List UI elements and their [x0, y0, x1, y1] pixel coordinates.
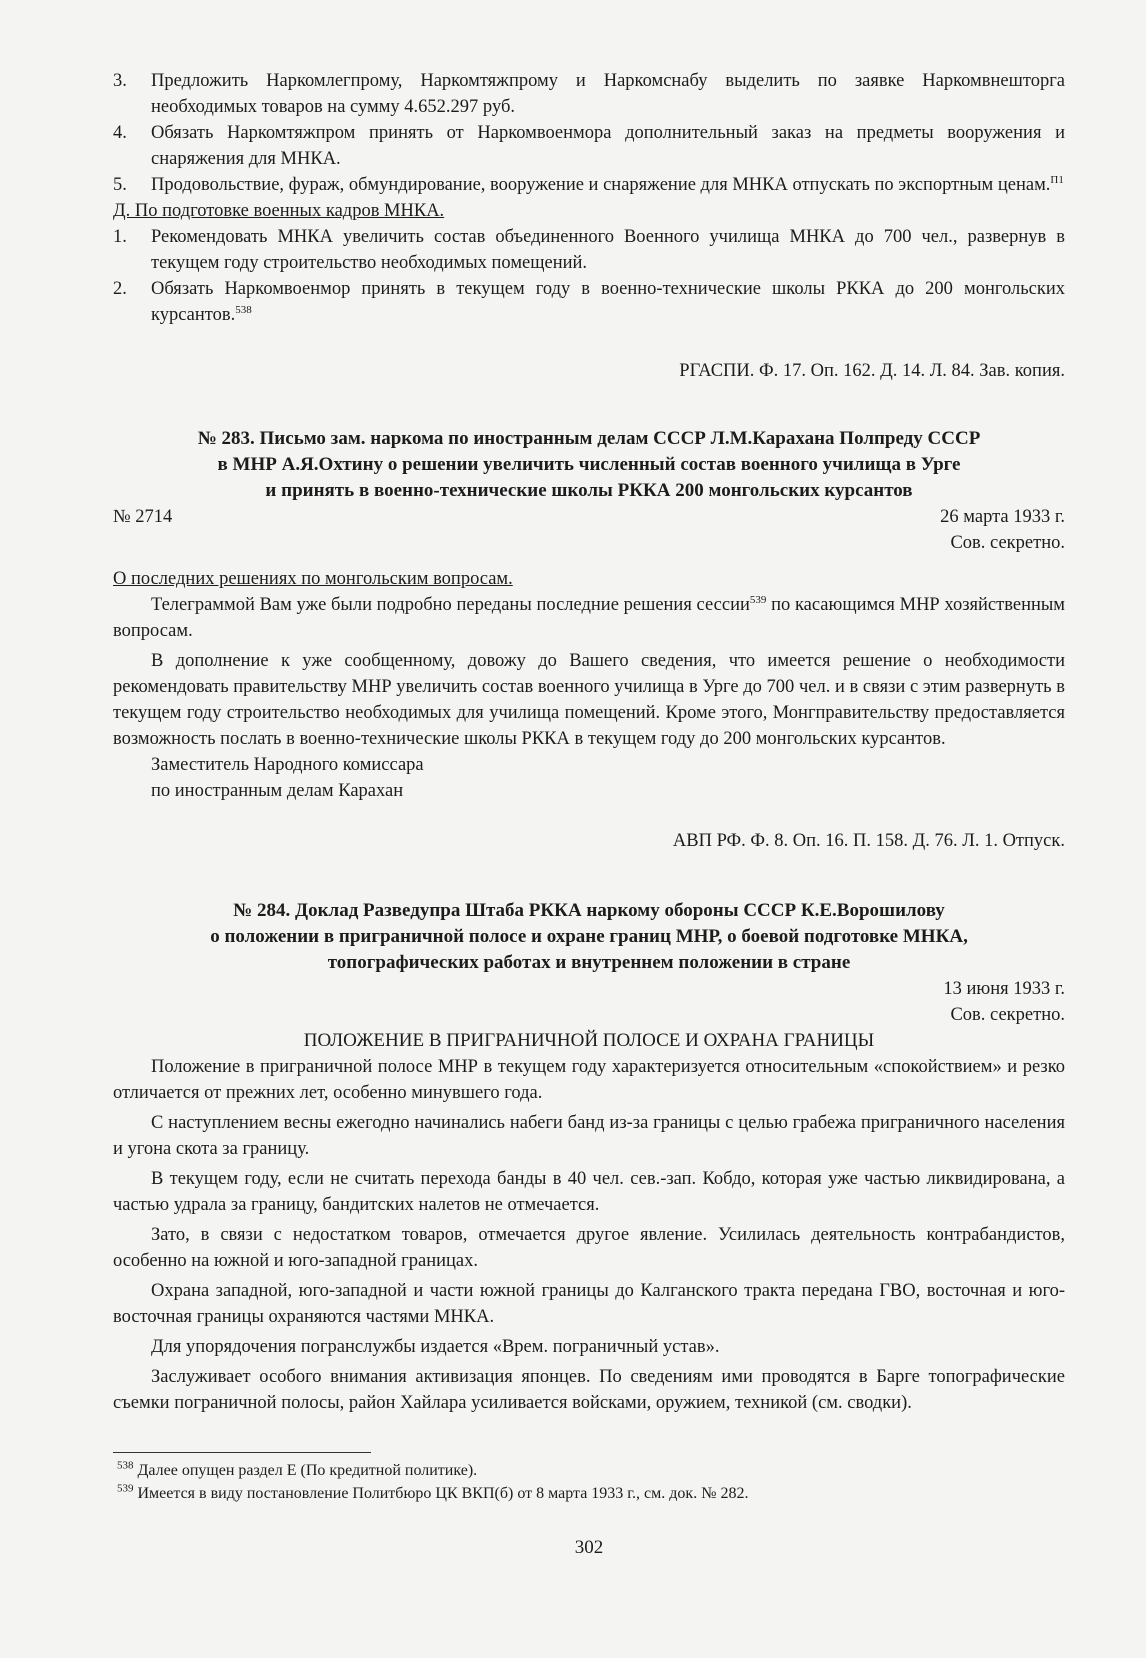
document-page	[113, 68, 1065, 1561]
signature-line: по иностранным делам Карахан	[151, 781, 404, 801]
item-text-wrap	[151, 276, 1065, 328]
signature-line: Заместитель Народного комиссара	[151, 755, 424, 775]
item-text-wrap	[151, 172, 1065, 198]
footnote: $^{538}$ Далее опущен раздел Е (По кредитной политике).	[117, 1459, 478, 1479]
classification: Сов. секретно.	[950, 1005, 1065, 1025]
item-number: 1.	[113, 227, 127, 247]
footnote-ref: П1	[1050, 173, 1064, 186]
section-heading: ПОЛОЖЕНИЕ В ПРИГРАНИЧНОЙ ПОЛОСЕ И ОХРАНА ГРАНИЦЫ	[303, 1030, 875, 1051]
footnote-divider	[113, 1452, 371, 1453]
section-heading: Д. По подготовке военных кадров МНКА.	[113, 201, 445, 221]
list-item	[113, 276, 1065, 328]
archive-reference: РГАСПИ. Ф. 17. Оп. 162. Д. 14. Л. 84. Зав. копия.	[679, 361, 1065, 381]
list-item	[113, 120, 1065, 172]
footnote-ref: 538	[235, 303, 252, 316]
document-date: 26 марта 1933 г.	[940, 507, 1065, 527]
paragraph: Заслуживает особого внимания активизация японцев. По сведениям ими проводятся в Барге топографические съемки пограничной полосы, район Хайлара усиливается войсками, оружием, техникой (см. сводки).	[113, 1367, 1065, 1413]
item-text: Продовольствие, фураж, обмундирование, вооружение и снаряжение для МНКА отпускать по экспортным ценам.	[151, 175, 1051, 195]
item-text: Обязать Наркомвоенмор принять в текущем году в военно-технические школы РККА до 200 монгольских курсантов.	[151, 279, 1065, 325]
item-number: 3.	[113, 71, 127, 91]
paragraph: С наступлением весны ежегодно начинались набеги банд из-за границы с целью грабежа приграничного населения и угона скота за границу.	[113, 1113, 1065, 1159]
item-text: Предложить Наркомлегпрому, Наркомтяжпрому и Наркомснабу выделить по заявке Наркомвнешторга необходимых товаров на сумму 4.652.297 руб.	[151, 71, 1065, 117]
paragraph: В дополнение к уже сообщенному, довожу до Вашего сведения, что имеется решение о необходимости рекомендовать правительству МНР увеличить состав военного училища в Урге до 700 чел. и в связи с этим развернуть в текущем году строительство необходимых для училища помещений. Кроме этого, Монгправительству предоставляется возможность послать в военно-технические школы РККА в текущем году до 200 монгольских курсантов.	[113, 651, 1065, 749]
subject-line: О последних решениях по монгольским вопросам.	[113, 569, 513, 589]
footnote: $^{539}$ Имеется в виду постановление Политбюро ЦК ВКП(б) от 8 марта 1933 г., см. док. № 282.	[117, 1482, 749, 1502]
list-item	[113, 68, 1065, 120]
item-text: Рекомендовать МНКА увеличить состав объединенного Военного училища МНКА до 700 чел., развернув в текущем году строительство необходимых помещений.	[151, 227, 1065, 273]
list-item	[113, 224, 1065, 276]
paragraph: Охрана западной, юго-западной и части южной границы до Калганского тракта передана ГВО, восточная и юго-восточная границы охраняются частями МНКА.	[113, 1281, 1065, 1327]
item-number: 5.	[113, 175, 127, 195]
item-number: 2.	[113, 279, 127, 299]
document-title: № 283. Письмо зам. наркома по иностранным делам СССР Л.М.Карахана Полпреду СССР в МНР А.Я.Охтину о решении увеличить численный состав военного училища в Урге и принять в военно-технические школы РККА 200 монгольских курсантов	[197, 428, 981, 501]
footnote-ref: 539	[749, 593, 767, 606]
paragraph: Положение в приграничной полосе МНР в текущем году характеризуется относительным «спокойствием» и резко отличается от прежних лет, особенно минувшего года.	[113, 1057, 1065, 1103]
paragraph: В текущем году, если не считать перехода банды в 40 чел. сев.-зап. Кобдо, которая уже частью ликвидирована, а частью удрала за границу, бандитских налетов не отмечается.	[113, 1169, 1065, 1215]
list-item	[113, 172, 1065, 198]
classification: Сов. секретно.	[950, 533, 1065, 553]
page-number: 302	[574, 1537, 604, 1558]
paragraph: Для упорядочения погранслужбы издается «Врем. пограничный устав».	[151, 1337, 720, 1357]
item-text: Обязать Наркомтяжпром принять от Наркомвоенмора дополнительный заказ на предметы вооружения и снаряжения для МНКА.	[151, 123, 1065, 169]
document-meta	[113, 504, 1065, 530]
paragraph: Зато, в связи с недостатком товаров, отмечается другое явление. Усилилась деятельность контрабандистов, особенно на южной и юго-западной границах.	[113, 1225, 1065, 1271]
item-number: 4.	[113, 123, 127, 143]
document-title: № 284. Доклад Разведупра Штаба РККА наркому обороны СССР К.Е.Ворошилову о положении в приграничной полосе и охране границ МНР, о боевой подготовке МНКА, топографических работах и внутреннем положении в стране	[210, 900, 968, 973]
paragraph: Телеграммой Вам уже были подробно переданы последние решения сессии$^{539}$ по касающимся МНР хозяйственным вопросам.	[113, 593, 1066, 641]
document-number: № 2714	[113, 507, 173, 527]
archive-reference: АВП РФ. Ф. 8. Оп. 16. П. 158. Д. 76. Л. 1. Отпуск.	[672, 831, 1065, 851]
document-date: 13 июня 1933 г.	[943, 979, 1065, 999]
